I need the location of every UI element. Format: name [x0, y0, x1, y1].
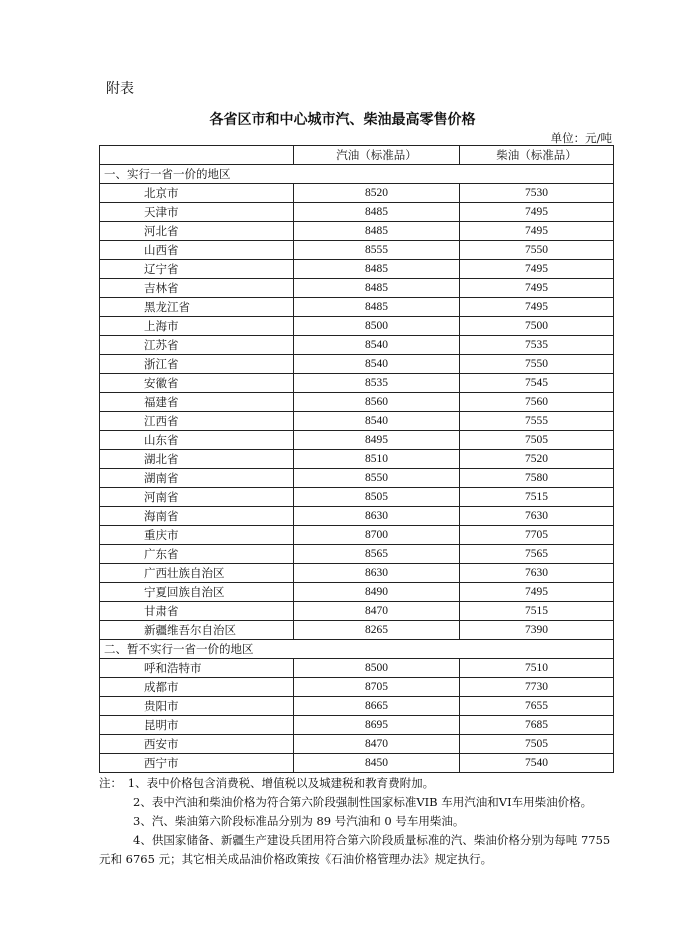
table-row: [100, 184, 614, 203]
gasoline-price-cell: 8265: [294, 621, 460, 640]
diesel-price-cell: 7390: [460, 621, 614, 640]
gasoline-price-cell: 8555: [294, 241, 460, 260]
table-row: [100, 279, 614, 298]
price-table: [99, 145, 614, 773]
diesel-price-cell: 7630: [460, 564, 614, 583]
region-cell: 河南省: [100, 488, 294, 507]
diesel-price-cell: 7545: [460, 374, 614, 393]
diesel-price-cell: 7565: [460, 545, 614, 564]
region-cell: 河北省: [100, 222, 294, 241]
diesel-price-cell: 7520: [460, 450, 614, 469]
gasoline-price-cell: 8700: [294, 526, 460, 545]
table-row: [100, 621, 614, 640]
gasoline-price-cell: 8560: [294, 393, 460, 412]
page-title: 各省区市和中心城市汽、柴油最高零售价格: [209, 112, 476, 128]
gasoline-price-cell: 8535: [294, 374, 460, 393]
region-cell: 西安市: [100, 735, 294, 754]
table-row: [100, 754, 614, 773]
diesel-price-cell: 7505: [460, 735, 614, 754]
region-cell: 甘肃省: [100, 602, 294, 621]
header-region: [100, 146, 294, 165]
region-cell: 浙江省: [100, 355, 294, 374]
section-row: [100, 165, 614, 184]
region-cell: 广东省: [100, 545, 294, 564]
region-cell: 福建省: [100, 393, 294, 412]
region-cell: 山东省: [100, 431, 294, 450]
header-diesel: 柴油（标准品）: [460, 146, 614, 165]
table-row: [100, 355, 614, 374]
table-row: [100, 583, 614, 602]
diesel-price-cell: 7535: [460, 336, 614, 355]
region-cell: 江西省: [100, 412, 294, 431]
table-row: [100, 526, 614, 545]
region-cell: 上海市: [100, 317, 294, 336]
diesel-price-cell: 7540: [460, 754, 614, 773]
table-row: [100, 602, 614, 621]
gasoline-price-cell: 8510: [294, 450, 460, 469]
region-cell: 成都市: [100, 678, 294, 697]
gasoline-price-cell: 8505: [294, 488, 460, 507]
diesel-price-cell: 7510: [460, 659, 614, 678]
table-row: [100, 298, 614, 317]
diesel-price-cell: 7495: [460, 279, 614, 298]
region-cell: 天津市: [100, 203, 294, 222]
gasoline-price-cell: 8485: [294, 203, 460, 222]
gasoline-price-cell: 8450: [294, 754, 460, 773]
section-row: [100, 640, 614, 659]
table-row: [100, 507, 614, 526]
region-cell: 昆明市: [100, 716, 294, 735]
section-label: 一、实行一省一价的地区: [100, 165, 614, 184]
table-body: [100, 165, 614, 773]
table-row: [100, 716, 614, 735]
table-row: [100, 336, 614, 355]
gasoline-price-cell: 8630: [294, 507, 460, 526]
gasoline-price-cell: 8540: [294, 412, 460, 431]
notes: [99, 774, 613, 869]
table-row: [100, 450, 614, 469]
section-label: 二、暂不实行一省一价的地区: [100, 640, 614, 659]
region-cell: 北京市: [100, 184, 294, 203]
table-row: [100, 241, 614, 260]
region-cell: 重庆市: [100, 526, 294, 545]
diesel-price-cell: 7505: [460, 431, 614, 450]
gasoline-price-cell: 8485: [294, 260, 460, 279]
region-cell: 吉林省: [100, 279, 294, 298]
table-row: [100, 374, 614, 393]
gasoline-price-cell: 8550: [294, 469, 460, 488]
table-row: [100, 393, 614, 412]
diesel-price-cell: 7550: [460, 355, 614, 374]
gasoline-price-cell: 8630: [294, 564, 460, 583]
diesel-price-cell: 7655: [460, 697, 614, 716]
diesel-price-cell: 7530: [460, 184, 614, 203]
gasoline-price-cell: 8695: [294, 716, 460, 735]
note-4: 4、供国家储备、新疆生产建设兵团用符合第六阶段质量标准的汽、柴油价格分别为每吨 7755 元和 6765 元；其它相关成品油价格政策按《石油价格管理办法》规定执行。: [99, 833, 611, 866]
diesel-price-cell: 7495: [460, 298, 614, 317]
gasoline-price-cell: 8540: [294, 336, 460, 355]
region-cell: 西宁市: [100, 754, 294, 773]
table-row: [100, 317, 614, 336]
diesel-price-cell: 7495: [460, 583, 614, 602]
table-row: [100, 469, 614, 488]
region-cell: 辽宁省: [100, 260, 294, 279]
gasoline-price-cell: 8485: [294, 222, 460, 241]
gasoline-price-cell: 8470: [294, 602, 460, 621]
region-cell: 广西壮族自治区: [100, 564, 294, 583]
diesel-price-cell: 7500: [460, 317, 614, 336]
region-cell: 海南省: [100, 507, 294, 526]
diesel-price-cell: 7730: [460, 678, 614, 697]
gasoline-price-cell: 8470: [294, 735, 460, 754]
diesel-price-cell: 7515: [460, 488, 614, 507]
diesel-price-cell: 7495: [460, 260, 614, 279]
table-row: [100, 203, 614, 222]
diesel-price-cell: 7685: [460, 716, 614, 735]
region-cell: 贵阳市: [100, 697, 294, 716]
region-cell: 江苏省: [100, 336, 294, 355]
gasoline-price-cell: 8495: [294, 431, 460, 450]
header-gasoline: 汽油（标准品）: [294, 146, 460, 165]
note-3: 3、汽、柴油第六阶段标准品分别为 89 号汽油和 0 号车用柴油。: [133, 814, 465, 828]
region-cell: 宁夏回族自治区: [100, 583, 294, 602]
table-row: [100, 564, 614, 583]
region-cell: 呼和浩特市: [100, 659, 294, 678]
gasoline-price-cell: 8520: [294, 184, 460, 203]
table-row: [100, 545, 614, 564]
gasoline-price-cell: 8540: [294, 355, 460, 374]
diesel-price-cell: 7580: [460, 469, 614, 488]
diesel-price-cell: 7515: [460, 602, 614, 621]
diesel-price-cell: 7495: [460, 222, 614, 241]
region-cell: 湖南省: [100, 469, 294, 488]
table-row: [100, 659, 614, 678]
note-1: 注： 1、表中价格包含消费税、增值税以及城建税和教育费附加。: [99, 776, 435, 790]
table-header-row: [100, 146, 614, 165]
gasoline-price-cell: 8485: [294, 279, 460, 298]
table-row: [100, 678, 614, 697]
diesel-price-cell: 7555: [460, 412, 614, 431]
table-row: [100, 735, 614, 754]
gasoline-price-cell: 8500: [294, 317, 460, 336]
table-row: [100, 412, 614, 431]
appendix-label: 附表: [106, 81, 134, 97]
gasoline-price-cell: 8500: [294, 659, 460, 678]
table-row: [100, 222, 614, 241]
gasoline-price-cell: 8705: [294, 678, 460, 697]
table-row: [100, 697, 614, 716]
diesel-price-cell: 7495: [460, 203, 614, 222]
table-row: [100, 260, 614, 279]
region-cell: 山西省: [100, 241, 294, 260]
table-row: [100, 431, 614, 450]
note-2: 2、表中汽油和柴油价格为符合第六阶段强制性国家标准VIB 车用汽油和VI车用柴油价格。: [133, 795, 593, 809]
table-row: [100, 488, 614, 507]
region-cell: 湖北省: [100, 450, 294, 469]
diesel-price-cell: 7705: [460, 526, 614, 545]
region-cell: 新疆维吾尔自治区: [100, 621, 294, 640]
unit-label: 单位：元/吨: [550, 131, 612, 145]
region-cell: 黑龙江省: [100, 298, 294, 317]
gasoline-price-cell: 8665: [294, 697, 460, 716]
diesel-price-cell: 7560: [460, 393, 614, 412]
diesel-price-cell: 7550: [460, 241, 614, 260]
region-cell: 安徽省: [100, 374, 294, 393]
gasoline-price-cell: 8565: [294, 545, 460, 564]
gasoline-price-cell: 8485: [294, 298, 460, 317]
diesel-price-cell: 7630: [460, 507, 614, 526]
gasoline-price-cell: 8490: [294, 583, 460, 602]
